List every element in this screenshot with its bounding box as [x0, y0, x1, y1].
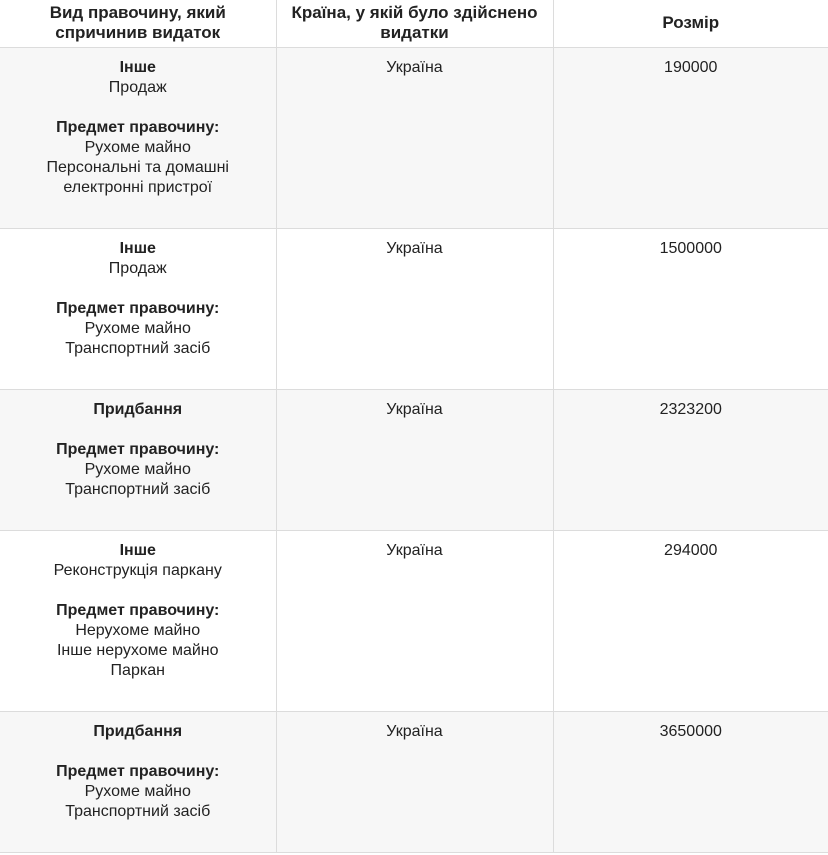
- header-country: Країна, у якій було здійснено видатки: [276, 0, 553, 47]
- amount-cell: 3650000: [553, 711, 828, 852]
- country-cell: Україна: [276, 47, 553, 228]
- subject-category: Рухоме майно: [84, 460, 191, 478]
- subject-label: Предмет правочину:: [56, 118, 220, 136]
- transaction-type-cell: [0, 47, 276, 228]
- subject-subcategory: Транспортний засіб: [65, 339, 211, 357]
- header-transaction-type: Вид правочину, який спричинив видаток: [0, 0, 276, 47]
- amount-cell: 1500000: [553, 228, 828, 389]
- transaction-type: Придбання: [93, 400, 183, 418]
- country-cell: Україна: [276, 530, 553, 711]
- subject-category: Рухоме майно: [84, 782, 191, 800]
- table-row: [0, 47, 828, 228]
- subject-subcategory: Персональні та домашні електронні пристрої: [46, 158, 229, 196]
- subject-category: Рухоме майно: [84, 138, 191, 156]
- amount-cell: 2323200: [553, 389, 828, 530]
- transaction-type-cell: [0, 711, 276, 852]
- header-amount: Розмір: [553, 0, 828, 47]
- subject-subcategory: Інше нерухоме майно: [56, 641, 219, 659]
- subject-subcategory: Транспортний засіб: [65, 480, 211, 498]
- transaction-type: Інше: [119, 239, 156, 257]
- subject-category: Нерухоме майно: [75, 621, 201, 639]
- subject-label: Предмет правочину:: [56, 299, 220, 317]
- country-cell: Україна: [276, 389, 553, 530]
- transaction-type-cell: [0, 389, 276, 530]
- subject-label: Предмет правочину:: [56, 601, 220, 619]
- table-row: [0, 228, 828, 389]
- country-cell: Україна: [276, 711, 553, 852]
- transaction-detail: Продаж: [108, 259, 167, 277]
- table-header-row: [0, 0, 828, 47]
- country-cell: Україна: [276, 228, 553, 389]
- table-row: [0, 389, 828, 530]
- table-row: [0, 530, 828, 711]
- transaction-type: Інше: [119, 58, 156, 76]
- transaction-type-cell: [0, 530, 276, 711]
- subject-item: Паркан: [110, 661, 165, 679]
- amount-cell: 190000: [553, 47, 828, 228]
- transaction-detail: Продаж: [108, 78, 167, 96]
- transaction-type: Інше: [119, 541, 156, 559]
- subject-label: Предмет правочину:: [56, 440, 220, 458]
- table-row: [0, 711, 828, 852]
- subject-subcategory: Транспортний засіб: [65, 802, 211, 820]
- subject-category: Рухоме майно: [84, 319, 191, 337]
- transaction-type-cell: [0, 228, 276, 389]
- transaction-detail: Реконструкція паркану: [53, 561, 222, 579]
- transaction-type: Придбання: [93, 722, 183, 740]
- amount-cell: 294000: [553, 530, 828, 711]
- subject-label: Предмет правочину:: [56, 762, 220, 780]
